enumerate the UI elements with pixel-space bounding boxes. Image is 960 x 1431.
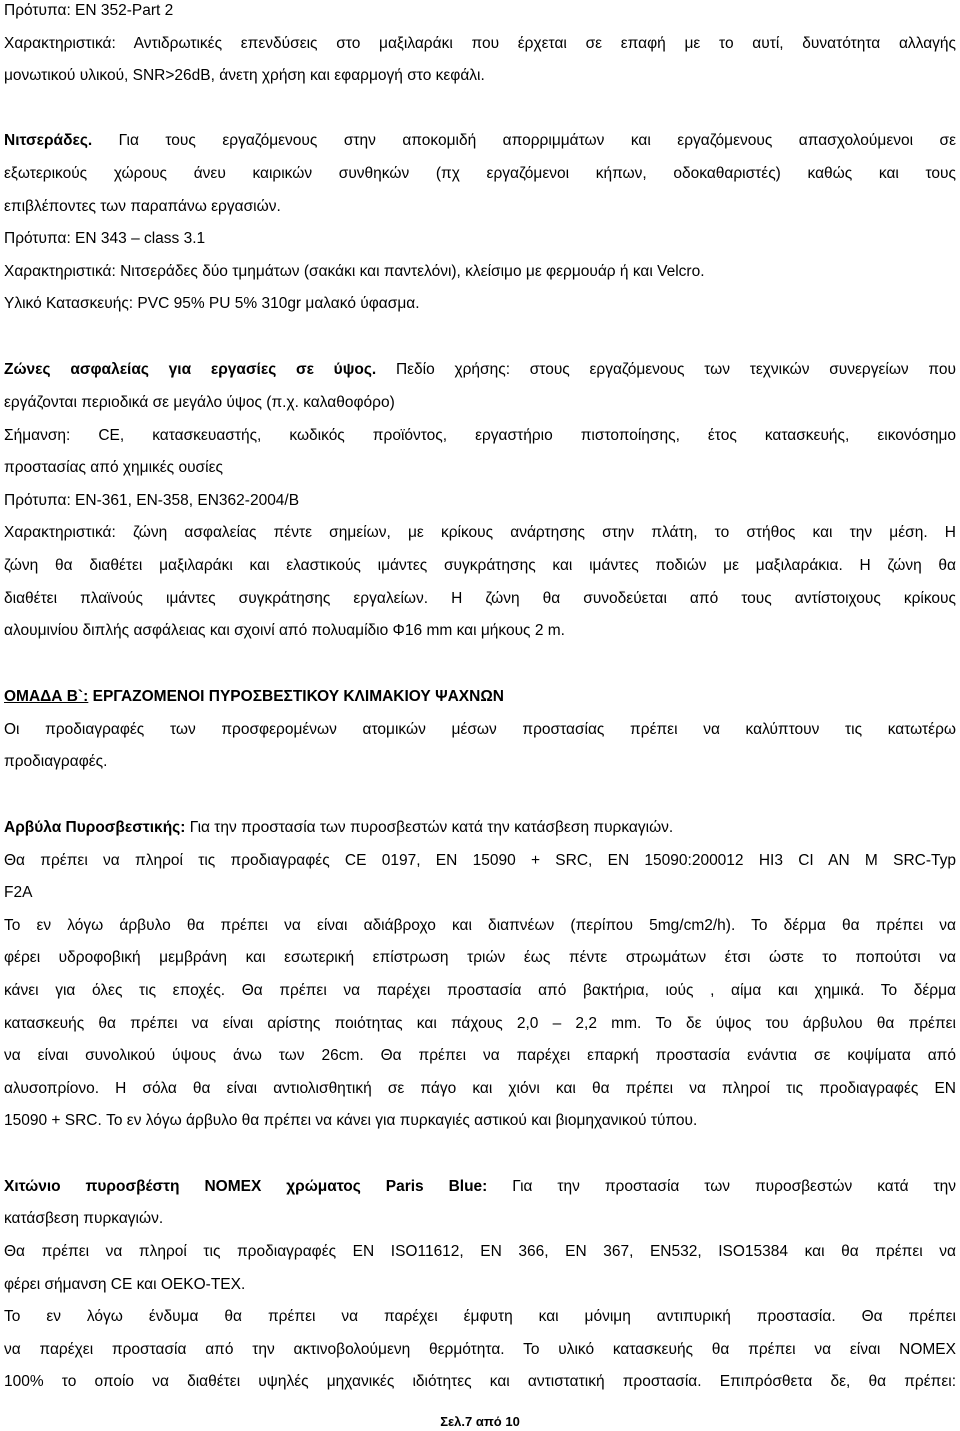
boots-line-7: 15090 + SRC. Το εν λόγω άρβυλο θα πρέπει να κάνει για πυρκαγιές αστικού και βιομηχανικού τύπου. [4,1112,698,1129]
raincoats-line-3: επιβλέποντες των παραπάνω εργασιών. [4,198,281,215]
boots-line-2: φέρει υδροφοβική μεμβράνη και εσωτερική επίστρωση τριών έως πέντε στρωμάτων έτσι ώστε το ποπούτσι να [4,949,956,966]
tunic-standards: Θα πρέπει να πληροί τις προδιαγραφές EN ISO11612, EN 366, EN 367, EN532, ISO15384 και θα πρέπει να [4,1243,956,1260]
standard-line-harness: Πρότυπα: EN-361, EN-358, EN362-2004/B [4,492,300,509]
boots-line-6: αλυσοπρίονο. Η σόλα θα είναι αντιολισθητική σε πάγο και χιόνι και θα πρέπει να πληροί τις προδιαγραφές EN [4,1080,956,1097]
marking-line-cont: προστασίας από χημικές ουσίες [4,459,223,476]
boots-line-1: Το εν λόγω άρβυλο θα πρέπει να είναι αδιάβροχο και διαπνέων (περίπου 5mg/cm2/h). Το δέρμα θα πρέπει να [4,917,956,934]
material-line-raincoats: Υλικό Κατασκευής: PVC 95% PU 5% 310gr μαλακό ύφασμα. [4,295,420,312]
raincoats-line-2: εξωτερικούς χώρους άνευ καιρικών συνθηκών (πχ εργαζόμενοι κήπων, οδοκαθαριστές) καθώς και τους [4,165,956,182]
harness-line-2: εργάζονται περιοδικά σε μεγάλο ύψος (π.χ. καλαθοφόρο) [4,394,395,411]
boots-standards: Θα πρέπει να πληροί τις προδιαγραφές CE 0197, EN 15090 + SRC, EN 15090:200012 HI3 CI AN M SRC-Typ [4,852,956,869]
tunic-intro [4,1177,956,1197]
marking-line: Σήμανση: CE, κατασκευαστής, κωδικός προϊόντος, εργαστήριο πιστοποίησης, έτος κατασκευής, εικονόσημο [4,427,956,444]
group-b-title: ΕΡΓΑΖΟΜΕΝΟΙ ΠΥΡΟΣΒΕΣΤΙΚΟΥ ΚΛΙΜΑΚΙΟΥ ΨΑΧΝΩΝ [88,688,504,705]
tunic-line-6: να παρέχει προστασία από την ακτινοβολούμενη θερμότητα. Το υλικό κατασκευής θα πρέπει να είναι NOMEX [4,1341,956,1358]
features-line-harness-1: Χαρακτηριστικά: ζώνη ασφαλείας πέντε σημείων, με κρίκους ανάρτησης στην πλάτη, το στήθος και την μέση. Η [4,524,956,541]
features-line-ear: Χαρακτηριστικά: Αντιδρωτικές επενδύσεις στο μαξιλαράκι που έρχεται σε επαφή με το αυτί, δυνατότητα αλλαγής [4,35,956,52]
standard-line-ear: Πρότυπα: EN 352-Part 2 [4,2,174,19]
boots-heading: Αρβύλα Πυροσβεστικής: [4,819,186,836]
tunic-line-7: 100% το οποίο να διαθέτει υψηλές μηχανικές ιδιότητες και αντιστατική προστασία. Επιπρόσθετα δε, θα πρέπει: [4,1373,956,1390]
tunic-text: Για την προστασία των πυροσβεστών κατά την [487,1178,956,1195]
boots-line-5: να είναι συνολικού ύψους άνω των 26cm. Θα πρέπει να παρέχει επαρκή προστασία ενάντια σε κοψίματα από [4,1047,956,1064]
boots-line-3: κάνει για όλες τις εποχές. Θα πρέπει να παρέχει προστασία από βακτήρια, ιούς , αίμα και χημικά. Το δέρμα [4,982,956,999]
harness-intro [4,360,956,380]
standard-line-raincoats: Πρότυπα: EN 343 – class 3.1 [4,230,206,247]
boots-standards-cont: F2A [4,884,33,901]
group-b-label: ΟΜΑΔΑ Β`: [4,688,89,705]
page-number: Σελ.7 από 10 [440,1414,520,1429]
tunic-line-5: Το εν λόγω ένδυμα θα πρέπει να παρέχει έμφυτη και μόνιμη αντιπυρική προστασία. Θα πρέπει [4,1308,956,1325]
raincoats-heading: Νιτσεράδες. [4,132,93,149]
raincoats-intro [4,131,956,151]
tunic-standards-cont: φέρει σήμανση CE και OEKO-TEX. [4,1276,246,1293]
tunic-line-2: κατάσβεση πυρκαγιών. [4,1210,164,1227]
features-line-harness-2: ζώνη θα διαθέτει μαξιλαράκι και ελαστικούς ιμάντες συγκράτησης και ιμάντες ποδιών με μαξιλαράκια. Η ζώνη θα [4,557,956,574]
features-line-harness-3: διαθέτει πλαϊνούς ιμάντες συγκράτησης εργαλείων. Η ζώνη θα συνοδεύεται από τους αντίστοιχους κρίκους [4,590,956,607]
raincoats-text: Για τους εργαζόμενους στην αποκομιδή απορριμμάτων και εργαζόμενους απασχολούμενοι σε [92,132,956,149]
harness-text: Πεδίο χρήσης: στους εργαζόμενους των τεχνικών συνεργείων που [376,361,956,378]
boots-line-4: κατασκευής θα πρέπει να είναι αρίστης ποιότητας και πάχους 2,0 – 2,2 mm. Το δε ύψος του άρβυλου θα πρέπει [4,1015,956,1032]
group-b-intro-cont: προδιαγραφές. [4,753,108,770]
group-b-heading [4,687,956,707]
features-line-raincoats: Χαρακτηριστικά: Νιτσεράδες δύο τμημάτων (σακάκι και παντελόνι), κλείσιμο με φερμουάρ ή και Velcro. [4,263,705,280]
boots-intro [4,818,956,838]
features-line-ear-cont: μονωτικού υλικού, SNR>26dB, άνετη χρήση και εφαρμογή στο κεφάλι. [4,67,485,84]
boots-text: Για την προστασία των πυροσβεστών κατά την κατάσβεση πυρκαγιών. [185,819,674,836]
group-b-intro: Οι προδιαγραφές των προσφερομένων ατομικών μέσων προστασίας πρέπει να καλύπτουν τις κατωτέρω [4,721,956,738]
tunic-heading: Χιτώνιο πυροσβέστη NOMEX χρώματος Paris Blue: [4,1178,488,1195]
features-line-harness-4: αλουμινίου διπλής ασφάλειας και σχοινί από πολυαμίδιο Φ16 mm και μήκους 2 m. [4,622,565,639]
harness-heading: Ζώνες ασφαλείας για εργασίες σε ύψος. [4,361,377,378]
